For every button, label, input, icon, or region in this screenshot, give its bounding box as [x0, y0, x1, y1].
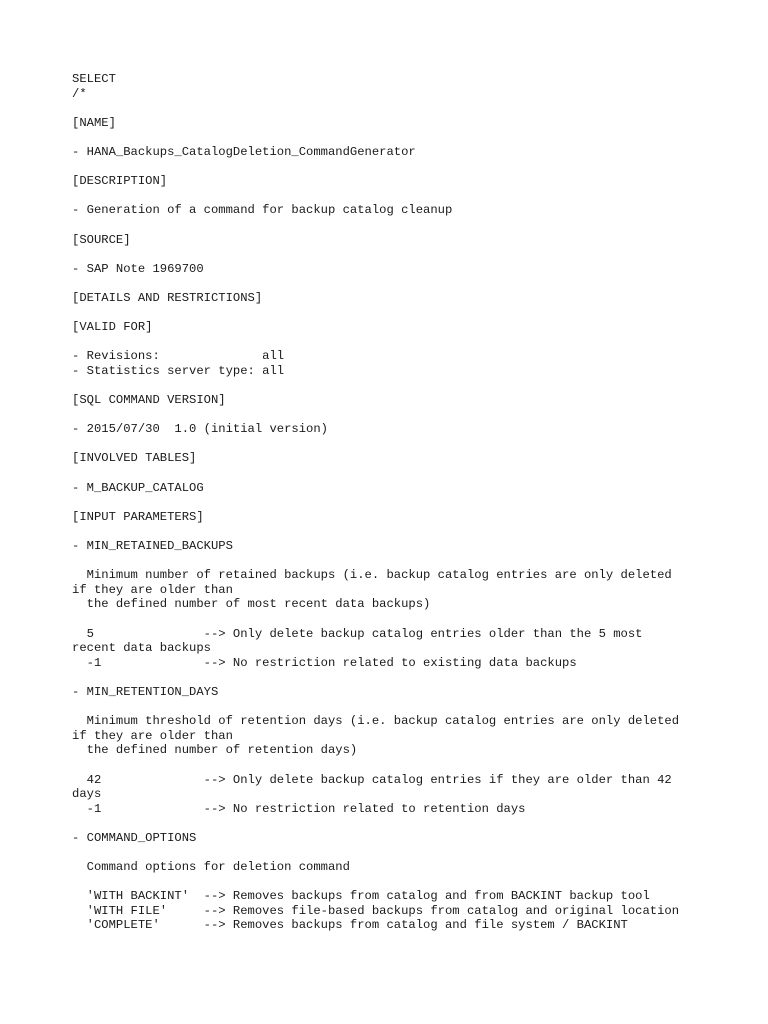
code-line	[72, 700, 732, 715]
code-line: Minimum number of retained backups (i.e. backup catalog entries are only deleted	[72, 568, 672, 583]
code-line	[72, 247, 732, 262]
code-line: - MIN_RETAINED_BACKUPS	[72, 539, 233, 553]
code-line: days	[72, 787, 102, 802]
code-line: the defined number of retention days)	[72, 743, 358, 758]
section-heading: [INVOLVED TABLES]	[72, 451, 197, 466]
code-line	[72, 524, 732, 539]
code-line: - MIN_RETENTION_DAYS	[72, 684, 219, 699]
code-line: if they are older than	[72, 728, 233, 743]
code-line: 42 --> Only delete backup catalog entries if they are older than 42	[72, 772, 672, 787]
code-line	[72, 845, 732, 860]
code-line: - Statistics server type: all	[72, 363, 285, 378]
code-line: -1 --> No restriction related to retention days	[72, 801, 526, 816]
section-heading: [DETAILS AND RESTRICTIONS]	[72, 290, 263, 305]
code-line: - 2015/07/30 1.0 (initial version)	[72, 422, 328, 437]
code-line: /*	[72, 86, 87, 101]
code-line	[72, 612, 732, 627]
code-line: 5 --> Only delete backup catalog entries older than the 5 most	[72, 626, 643, 641]
code-line: Minimum threshold of retention days (i.e. backup catalog entries are only deleted	[72, 714, 680, 729]
code-line	[72, 218, 732, 233]
code-line: - Revisions: all	[72, 349, 285, 364]
code-line	[72, 335, 732, 350]
code-line: 'WITH FILE' --> Removes file-based backups from catalog and original location	[72, 903, 680, 918]
document-page	[72, 72, 732, 933]
code-line: - M_BACKUP_CATALOG	[72, 480, 204, 495]
code-line: Command options for deletion command	[72, 860, 350, 875]
section-heading: [DESCRIPTION]	[72, 174, 168, 189]
code-line	[72, 670, 732, 685]
code-line: - SAP Note 1969700	[72, 261, 204, 276]
code-line	[72, 554, 732, 569]
code-line	[72, 130, 732, 145]
code-line	[72, 437, 732, 452]
section-heading: [SQL COMMAND VERSION]	[72, 393, 226, 408]
code-line: 'COMPLETE' --> Removes backups from catalog and file system / BACKINT	[72, 918, 628, 933]
code-line	[72, 408, 732, 423]
code-line	[72, 816, 732, 831]
code-line: SELECT	[72, 72, 116, 86]
code-line	[72, 189, 732, 204]
code-line: recent data backups	[72, 641, 211, 656]
section-heading: [SOURCE]	[72, 232, 131, 247]
code-line: if they are older than	[72, 582, 233, 597]
section-heading: [NAME]	[72, 115, 116, 130]
code-line	[72, 306, 732, 321]
section-heading: [VALID FOR]	[72, 320, 153, 335]
code-line	[72, 101, 732, 116]
code-line: - COMMAND_OPTIONS	[72, 830, 197, 845]
code-line	[72, 758, 732, 773]
code-line	[72, 276, 732, 291]
code-line	[72, 495, 732, 510]
code-line	[72, 160, 732, 175]
code-line	[72, 466, 732, 481]
code-line	[72, 378, 732, 393]
section-heading: [INPUT PARAMETERS]	[72, 509, 204, 524]
code-line: -1 --> No restriction related to existing data backups	[72, 655, 577, 670]
code-line: 'WITH BACKINT' --> Removes backups from catalog and from BACKINT backup tool	[72, 889, 650, 904]
code-line: - HANA_Backups_CatalogDeletion_CommandGenerator	[72, 144, 416, 159]
code-line: the defined number of most recent data backups)	[72, 597, 431, 612]
code-line: - Generation of a command for backup catalog cleanup	[72, 203, 453, 218]
code-line	[72, 875, 732, 890]
